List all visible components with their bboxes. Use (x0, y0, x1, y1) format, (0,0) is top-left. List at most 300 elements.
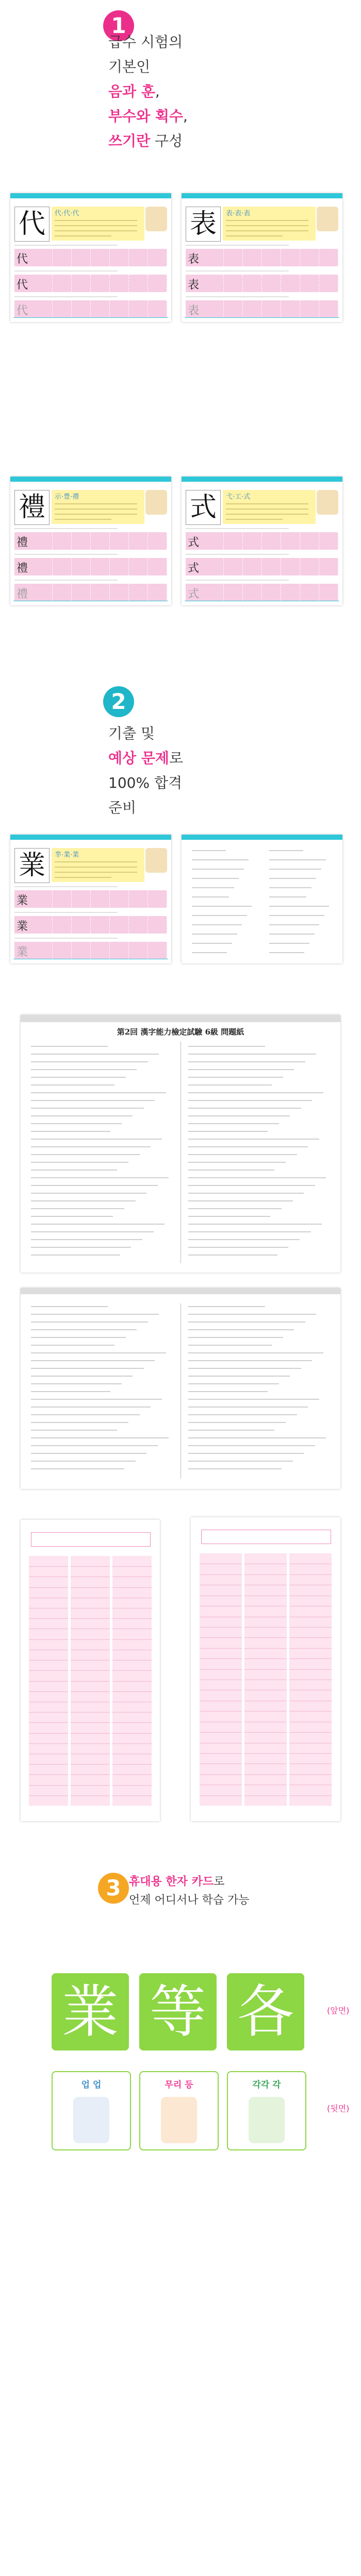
text-line (31, 1430, 117, 1431)
answer-column (244, 1553, 286, 1806)
practice-cell (53, 300, 72, 318)
practice-cell (224, 249, 243, 266)
answer-row-line (112, 1566, 152, 1567)
answer-column (200, 1553, 241, 1806)
answer-row-line (29, 1722, 68, 1723)
heading-line (129, 1873, 250, 1891)
text-line (188, 1430, 274, 1431)
page-header-bar (10, 835, 171, 840)
panel-text-line (226, 220, 308, 221)
practice-char: 式 (188, 588, 200, 601)
practice-char: 業 (17, 920, 28, 933)
text-line (31, 1414, 140, 1415)
text-line (269, 887, 311, 888)
heading-text: 급수 시험의 (108, 33, 183, 50)
card-illustration (73, 2097, 109, 2143)
answer-row-line (289, 1574, 331, 1575)
text-line (192, 850, 226, 851)
answer-row-line (289, 1732, 331, 1733)
practice-cell (300, 275, 319, 292)
practice-guide-line (186, 528, 289, 529)
practice-cell (262, 558, 281, 575)
text-line (188, 1399, 319, 1400)
card-front-label: (앞면) (327, 2006, 350, 2015)
heading-text: 기출 및 (108, 725, 155, 742)
step-badge-2: 2 (103, 686, 134, 717)
text-line (31, 1306, 108, 1307)
practice-cell (148, 916, 167, 934)
text-line (31, 1108, 144, 1109)
text-line (188, 1170, 274, 1171)
practice-cell (205, 300, 224, 318)
panel-text-line (55, 503, 137, 504)
heading-line (108, 771, 183, 795)
text-line (192, 924, 242, 925)
practice-cell (300, 249, 319, 266)
practice-cell (262, 300, 281, 318)
practice-cell (262, 584, 281, 601)
writing-practice-row (14, 249, 167, 266)
text-line (188, 1131, 268, 1132)
exam-sheet-2 (21, 1288, 340, 1489)
text-line (269, 878, 316, 879)
practice-char: 表 (188, 304, 200, 317)
text-line (188, 1077, 283, 1078)
text-line (31, 1321, 148, 1323)
answer-row-line (29, 1587, 68, 1588)
heading-text: 로 (214, 1875, 225, 1888)
text-line (31, 1046, 108, 1047)
book-page (10, 835, 171, 963)
practice-cell (34, 584, 53, 601)
text-line (192, 896, 229, 897)
heading-text: , (183, 108, 188, 125)
answer-row-line (200, 1795, 241, 1796)
answer-row-line (244, 1627, 286, 1628)
practice-cell (91, 916, 110, 934)
practice-cell (224, 558, 243, 575)
practice-cell (205, 584, 224, 601)
practice-cell (34, 532, 53, 550)
practice-cell (224, 300, 243, 318)
section-3-heading (129, 1873, 250, 1910)
text-line (188, 1208, 282, 1209)
practice-cell (148, 558, 167, 575)
answer-row-line (112, 1587, 152, 1588)
practice-char: 式 (188, 562, 200, 575)
practice-cell (319, 532, 338, 550)
section-1 (0, 0, 361, 634)
book-page (182, 193, 342, 322)
heading-text: 준비 (108, 799, 137, 816)
page-footer-line (13, 317, 168, 320)
practice-cell (319, 249, 338, 266)
text-line (31, 1391, 110, 1392)
book-page (10, 477, 171, 605)
text-line (31, 1422, 128, 1423)
heading-highlight: 휴대용 한자 카드 (129, 1875, 214, 1888)
writing-practice-row (14, 890, 167, 908)
practice-cell (110, 300, 129, 318)
practice-guide-line (186, 245, 289, 246)
hanja-card-back (227, 2071, 306, 2150)
step-badge-3: 3 (98, 1873, 129, 1904)
practice-cell (110, 532, 129, 550)
text-line (188, 1376, 290, 1377)
practice-char: 代 (17, 253, 28, 266)
practice-cell (53, 942, 72, 959)
practice-cell (300, 584, 319, 601)
answer-row-line (244, 1637, 286, 1638)
practice-guide-line (14, 912, 118, 913)
text-line (188, 1406, 308, 1408)
hanja-card-front: 業 (52, 1973, 129, 2050)
text-line (188, 1239, 300, 1240)
text-line (31, 1445, 158, 1446)
practice-cell (281, 249, 300, 266)
answer-row-line (29, 1670, 68, 1671)
text-line (188, 1437, 326, 1438)
answer-row-line (244, 1753, 286, 1754)
text-line (188, 1368, 301, 1369)
practice-char: 禮 (17, 588, 28, 601)
practice-cell (72, 916, 91, 934)
answer-row-line (112, 1743, 152, 1744)
practice-cell (148, 532, 167, 550)
practice-cell (34, 916, 53, 934)
text-line (188, 1185, 315, 1186)
stroke-variants: 丵·業·業 (55, 851, 79, 859)
page-illustration (145, 207, 167, 231)
panel-text-line (226, 235, 283, 236)
practice-cell (110, 275, 129, 292)
section-3 (0, 1829, 361, 2576)
answer-row-line (29, 1774, 68, 1775)
practice-cell (243, 275, 262, 292)
answer-column (289, 1553, 331, 1806)
text-line (269, 859, 326, 860)
text-line (31, 1247, 131, 1248)
heading-line (108, 746, 183, 771)
text-line (192, 887, 234, 888)
answer-row-line (29, 1681, 68, 1682)
text-line (269, 943, 309, 944)
answer-row-line (29, 1785, 68, 1786)
practice-cell (53, 916, 72, 934)
text-line (31, 1255, 120, 1256)
practice-cell (281, 584, 300, 601)
panel-text-line (55, 872, 137, 873)
heading-line (108, 79, 188, 104)
answer-row-line (71, 1639, 110, 1640)
practice-cell (53, 890, 72, 908)
answer-row-line (244, 1732, 286, 1733)
panel-text-line (55, 225, 137, 226)
text-line (31, 1177, 169, 1178)
practice-cell (262, 249, 281, 266)
text-line (188, 1352, 323, 1353)
text-line (31, 1383, 122, 1384)
practice-cell (53, 532, 72, 550)
answer-row-line (289, 1637, 331, 1638)
practice-cell (243, 584, 262, 601)
writing-practice-row (186, 558, 338, 575)
page-header-bar (182, 477, 342, 482)
answer-row-line (200, 1669, 241, 1670)
text-line (31, 1224, 165, 1225)
practice-cell (148, 584, 167, 601)
panel-text-line (226, 230, 308, 231)
heading-highlight: 음과 훈 (108, 83, 155, 100)
practice-guide-line (14, 245, 118, 246)
answer-column (112, 1556, 152, 1806)
practice-cell (110, 249, 129, 266)
practice-cell (205, 275, 224, 292)
panel-text-line (55, 220, 137, 221)
text-line (188, 1231, 311, 1232)
hanja-char-box: 代 (14, 207, 50, 242)
answer-row-line (112, 1681, 152, 1682)
practice-char: 式 (188, 536, 200, 549)
practice-cell (148, 300, 167, 318)
text-line (188, 1345, 272, 1346)
practice-cell (34, 249, 53, 266)
panel-text-line (226, 514, 308, 515)
writing-practice-row (14, 532, 167, 550)
practice-guide-line (186, 554, 289, 555)
answer-row-line (112, 1774, 152, 1775)
book-page (182, 477, 342, 605)
practice-char: 業 (17, 894, 28, 907)
text-line (188, 1084, 272, 1086)
practice-cell (129, 275, 148, 292)
text-line (31, 1092, 166, 1093)
practice-cell (262, 532, 281, 550)
practice-char: 禮 (17, 562, 28, 575)
practice-char: 禮 (17, 536, 28, 549)
practice-cell (53, 275, 72, 292)
text-line (31, 1453, 146, 1454)
panel-text-line (55, 514, 137, 515)
hanja-card-back (139, 2071, 219, 2150)
practice-char: 表 (188, 279, 200, 292)
practice-cell (319, 558, 338, 575)
book-spread-1 (0, 193, 361, 322)
heading-text: 100% 합격 (108, 774, 183, 791)
writing-practice-row (186, 584, 338, 601)
text-line (188, 1046, 265, 1047)
section-1-heading (108, 30, 188, 154)
practice-guide-line (186, 270, 289, 272)
text-line (188, 1306, 265, 1307)
text-line (188, 1092, 323, 1093)
answer-row-line (29, 1764, 68, 1765)
answer-row-line (71, 1722, 110, 1723)
answer-row-line (71, 1764, 110, 1765)
answer-row-line (244, 1795, 286, 1796)
question-page (182, 835, 342, 963)
text-line (269, 869, 321, 870)
answer-row-line (200, 1753, 241, 1754)
practice-cell (148, 942, 167, 959)
text-line (269, 850, 303, 851)
text-line (269, 952, 304, 953)
answer-row-line (244, 1774, 286, 1775)
text-line (188, 1360, 312, 1361)
text-line (31, 1368, 144, 1369)
practice-guide-line (14, 938, 118, 939)
answer-column (71, 1556, 110, 1806)
answer-row-line (112, 1785, 152, 1786)
text-line (31, 1329, 137, 1330)
panel-text-line (55, 867, 137, 868)
writing-practice-row (14, 942, 167, 959)
practice-cell (281, 558, 300, 575)
text-line (188, 1445, 315, 1446)
text-line (269, 924, 319, 925)
practice-cell (129, 532, 148, 550)
practice-cell (110, 584, 129, 601)
panel-text-line (55, 861, 137, 862)
practice-cell (72, 532, 91, 550)
answer-row-line (29, 1712, 68, 1713)
text-line (31, 1123, 122, 1124)
stroke-variants: 弋·工·式 (226, 493, 251, 501)
practice-cell (91, 275, 110, 292)
answer-row-line (244, 1648, 286, 1649)
text-line (188, 1314, 316, 1315)
answer-row-line (112, 1733, 152, 1734)
page-illustration (317, 490, 338, 515)
text-line (188, 1100, 312, 1101)
heading-line (108, 795, 183, 820)
text-line (31, 1337, 126, 1338)
practice-cell (91, 890, 110, 908)
answer-row-line (71, 1670, 110, 1671)
page-footer-line (185, 317, 339, 320)
text-line (31, 1131, 110, 1132)
answer-row-line (29, 1691, 68, 1692)
page-footer-line (13, 959, 168, 961)
text-line (188, 1247, 288, 1248)
hanja-char-box: 業 (14, 848, 50, 883)
text-line (31, 1077, 126, 1078)
heading-text: , (155, 83, 160, 100)
answer-row-line (112, 1722, 152, 1723)
text-line (192, 878, 239, 879)
practice-cell (319, 300, 338, 318)
text-line (31, 1115, 133, 1116)
text-line (31, 1376, 133, 1377)
answer-row-line (112, 1712, 152, 1713)
answer-row-line (29, 1795, 68, 1796)
text-line (188, 1177, 326, 1178)
card-illustration (249, 2097, 285, 2143)
text-line (188, 1069, 294, 1070)
practice-cell (72, 249, 91, 266)
heading-text: 언제 어디서나 학습 가능 (129, 1894, 250, 1907)
answer-row-line (289, 1627, 331, 1628)
practice-cell (300, 300, 319, 318)
practice-cell (91, 942, 110, 959)
answer-row-line (71, 1795, 110, 1796)
text-line (188, 1162, 286, 1163)
practice-guide-line (14, 554, 118, 555)
panel-text-line (55, 235, 111, 236)
answer-sheet-header (201, 1530, 331, 1544)
practice-cell (129, 249, 148, 266)
text-line (31, 1084, 114, 1086)
text-line (31, 1193, 146, 1194)
stroke-variants: 表·表·表 (226, 210, 251, 217)
practice-cell (262, 275, 281, 292)
practice-cell (91, 558, 110, 575)
text-line (188, 1383, 279, 1384)
answer-row-line (289, 1774, 331, 1775)
text-line (31, 1100, 155, 1101)
practice-cell (34, 300, 53, 318)
heading-line (108, 129, 188, 154)
text-line (31, 1185, 158, 1186)
practice-cell (72, 300, 91, 318)
practice-cell (34, 558, 53, 575)
practice-cell (72, 558, 91, 575)
text-line (31, 1069, 137, 1070)
text-line (31, 1054, 159, 1055)
text-line (31, 1216, 113, 1217)
text-line (31, 1360, 155, 1361)
practice-char: 業 (17, 946, 28, 959)
practice-cell (300, 558, 319, 575)
text-line (188, 1193, 304, 1194)
writing-practice-row (186, 249, 338, 266)
heading-text: 기본인 (108, 58, 151, 75)
text-line (188, 1200, 293, 1201)
panel-text-line (55, 509, 137, 510)
practice-guide-line (14, 296, 118, 297)
practice-cell (319, 275, 338, 292)
practice-cell (281, 275, 300, 292)
page-footer-line (13, 601, 168, 603)
answer-row-line (29, 1618, 68, 1619)
practice-cell (91, 249, 110, 266)
practice-cell (91, 584, 110, 601)
hanja-char-box: 式 (186, 490, 221, 525)
book-page (10, 193, 171, 322)
writing-practice-row (14, 558, 167, 575)
stroke-variants: 示·豊·禮 (55, 493, 79, 501)
text-line (269, 934, 315, 935)
writing-practice-row (186, 532, 338, 550)
answer-row-line (289, 1648, 331, 1649)
answer-row-line (244, 1658, 286, 1659)
answer-row-line (289, 1658, 331, 1659)
practice-cell (205, 532, 224, 550)
text-line (31, 1468, 124, 1469)
text-line (188, 1054, 316, 1055)
text-line (188, 1061, 305, 1062)
text-line (31, 1146, 151, 1147)
practice-cell (72, 275, 91, 292)
text-line (192, 906, 252, 907)
answer-sheets (0, 1517, 361, 1826)
hanja-card-back (52, 2071, 131, 2150)
text-line (188, 1154, 297, 1155)
book-spread-2 (0, 477, 361, 605)
writing-practice-row (14, 916, 167, 934)
practice-cell (281, 300, 300, 318)
practice-cell (72, 890, 91, 908)
